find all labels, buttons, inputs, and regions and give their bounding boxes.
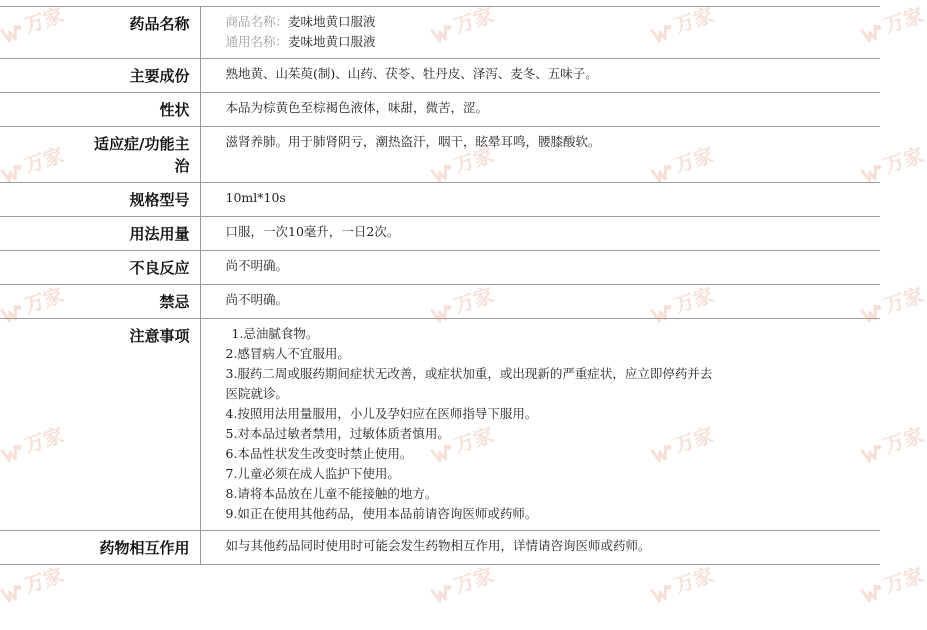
watermark-logo: 万家 xyxy=(647,139,717,186)
row-ingredients xyxy=(0,59,880,93)
watermark-logo: 万家 xyxy=(427,419,497,466)
label-drug-name: 药品名称 xyxy=(0,7,200,59)
value-contra: 尚不明确。 xyxy=(200,285,880,319)
note-item: 2.感冒病人不宜服用。 xyxy=(225,346,350,361)
label-usage: 用法用量 xyxy=(0,217,200,251)
watermark-logo: 万家 xyxy=(0,279,67,326)
row-interaction xyxy=(0,531,880,565)
value-interaction: 如与其他药品同时使用时可能会发生药物相互作用，详情请咨询医师或药师。 xyxy=(200,531,880,565)
value-usage: 口服，一次10毫升，一日2次。 xyxy=(200,217,880,251)
watermark-logo: 万家 xyxy=(0,0,67,46)
watermark-logo: 万家 xyxy=(427,139,497,186)
note-item: 4.按照用法用量服用，小儿及孕妇应在医师指导下服用。 xyxy=(225,406,538,421)
label-notes: 注意事项 xyxy=(0,319,200,531)
row-adverse xyxy=(0,251,880,285)
watermark-logo: 万家 xyxy=(857,559,927,606)
note-item: 医院就诊。 xyxy=(225,386,289,401)
watermark-logo: 万家 xyxy=(647,0,717,46)
label-adverse: 不良反应 xyxy=(0,251,200,285)
label-indications: 适应症/功能主 治 xyxy=(0,127,200,183)
value-appearance: 本品为棕黄色至棕褐色液体，味甜，微苦，涩。 xyxy=(200,93,880,127)
row-contra xyxy=(0,285,880,319)
label-interaction: 药物相互作用 xyxy=(0,531,200,565)
trade-name-prefix: 商品名称： xyxy=(225,14,289,29)
generic-name-prefix: 通用名称： xyxy=(225,34,289,49)
note-item: 7.儿童必须在成人监护下使用。 xyxy=(225,466,400,481)
row-usage xyxy=(0,217,880,251)
trade-name: 麦味地黄口服液 xyxy=(288,14,376,29)
watermark-logo: 万家 xyxy=(0,139,67,186)
row-spec xyxy=(0,183,880,217)
generic-name: 麦味地黄口服液 xyxy=(288,34,376,49)
label-ingredients: 主要成份 xyxy=(0,59,200,93)
watermark-logo: 万家 xyxy=(0,419,67,466)
label-spec: 规格型号 xyxy=(0,183,200,217)
watermark-logo: 万家 xyxy=(427,279,497,326)
label-contra: 禁忌 xyxy=(0,285,200,319)
note-item: 3.服药二周或服药期间症状无改善，或症状加重，或出现新的严重症状，应立即停药并去 xyxy=(225,366,713,381)
label-appearance: 性状 xyxy=(0,93,200,127)
watermark-logo: 万家 xyxy=(427,559,497,606)
value-adverse: 尚不明确。 xyxy=(200,251,880,285)
watermark-logo: 万家 xyxy=(857,279,927,326)
note-item: 6.本品性状发生改变时禁止使用。 xyxy=(225,446,413,461)
watermark-logo: 万家 xyxy=(0,559,67,606)
value-notes xyxy=(200,319,880,531)
drug-info-table xyxy=(0,6,880,565)
row-indications xyxy=(0,127,880,183)
watermark-logo: 万家 xyxy=(857,419,927,466)
value-drug-name xyxy=(200,7,880,59)
watermark-logo: 万家 xyxy=(857,0,927,46)
value-spec: 10ml*10s xyxy=(200,183,880,217)
value-ingredients: 熟地黄、山茱萸(制)、山药、茯苓、牡丹皮、泽泻、麦冬、五味子。 xyxy=(200,59,880,93)
watermark-logo: 万家 xyxy=(427,0,497,46)
watermark-logo: 万家 xyxy=(647,559,717,606)
note-item: 9.如正在使用其他药品，使用本品前请咨询医师或药师。 xyxy=(225,506,538,521)
row-drug-name xyxy=(0,7,880,59)
watermark-logo: 万家 xyxy=(647,279,717,326)
watermark-logo: 万家 xyxy=(857,139,927,186)
row-notes xyxy=(0,319,880,531)
row-appearance xyxy=(0,93,880,127)
note-item: 8.请将本品放在儿童不能接触的地方。 xyxy=(225,486,438,501)
value-indications: 滋肾养肺。用于肺肾阴亏，潮热盗汗，咽干，眩晕耳鸣，腰膝酸软。 xyxy=(200,127,880,183)
watermark-logo: 万家 xyxy=(647,419,717,466)
note-item: 1.忌油腻食物。 xyxy=(231,326,319,341)
note-item: 5.对本品过敏者禁用，过敏体质者慎用。 xyxy=(225,426,450,441)
